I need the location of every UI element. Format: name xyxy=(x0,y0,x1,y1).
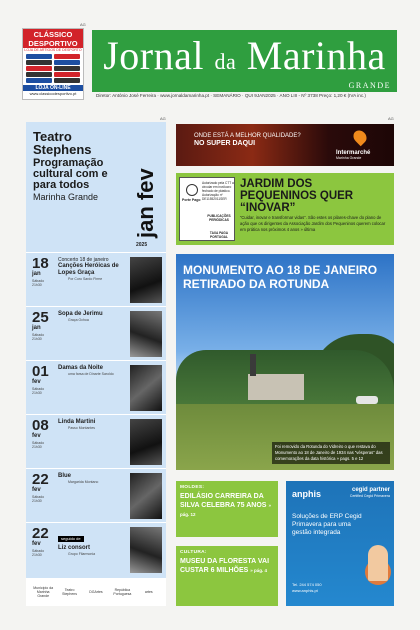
event-photo xyxy=(130,311,162,357)
seguido-badge: seguido de xyxy=(58,536,84,542)
ag-mark: AG xyxy=(160,116,166,121)
story-headline: EDILÁSIO CARREIRA DA SILVA CELEBRA 75 ANOS » pág. 12 xyxy=(180,493,271,517)
monument-plinth xyxy=(248,374,304,400)
intermarche-ad[interactable] xyxy=(176,124,394,166)
anphis-ad[interactable] xyxy=(286,481,394,606)
event-item[interactable]: 22 fev Sábado 21h30 Blue Margarida Montano xyxy=(26,468,166,522)
ad-contact: Tel. 244 574 050 www.anphis.pt xyxy=(292,582,322,593)
newspaper-title: Jornal da Marinha xyxy=(103,33,386,78)
ad-store: LOJA ON-LINE xyxy=(23,85,83,91)
porte-pago-box: Autorizado pela CTT a circular em invólucro fechado de plástico. Autorização nº DE11552011SER Porte Pago PUBLICAÇÕES PERIÓDICAS TAXA PAGA PORTUGAL xyxy=(179,177,235,241)
anphis-logo: anphis xyxy=(292,489,322,499)
article-headline: JARDIM DOS PEQUENINOS QUER “INOVAR” xyxy=(240,178,354,214)
teatro-stephens-ad[interactable] xyxy=(26,122,166,606)
section-kicker: MOLDES: xyxy=(180,485,205,490)
event-item[interactable]: 22 fev Sábado 21h30 seguido de Liz consort Grupo Filarmonia xyxy=(26,522,166,576)
jardim-article[interactable] xyxy=(176,173,394,245)
teatro-heading: Teatro Stephens Programação cultural com e para todos Marinha Grande xyxy=(33,129,108,202)
masthead xyxy=(92,30,397,92)
moldes-story[interactable] xyxy=(176,481,278,537)
event-item[interactable]: 01 fev Sábado 21h30 Damas da Noite uma farsa de Dinarte Saroldo xyxy=(26,360,166,414)
brand-logos xyxy=(23,53,83,84)
ctt-logo-icon xyxy=(186,184,198,196)
event-photo xyxy=(130,473,162,519)
classico-desportivo-ad[interactable] xyxy=(22,28,84,100)
ad-headline: Soluções de ERP Cegid Primavera para uma gestão integrada xyxy=(292,513,362,536)
lead-story[interactable] xyxy=(176,254,394,470)
masthead-grande: GRANDE xyxy=(348,81,391,90)
masthead-info: Diretor: António José Ferreira · www.jornaldamarinha.pt · SEMANÁRIO · QUI 9JAN2025 · ANO LIII - Nº 3738 Preço: 1,20 € (IVA inc.) xyxy=(96,93,366,98)
event-photo xyxy=(130,365,162,411)
ag-mark: AG xyxy=(80,22,86,27)
ad-title: CLÁSSICO DESPORTIVO xyxy=(23,29,83,48)
event-photo xyxy=(130,419,162,465)
ag-mark: AG xyxy=(388,116,394,121)
ad-site: www.classicodesportivo.pt xyxy=(29,91,77,96)
cegid-partner-logo: cegid partner Certified Cegid Primavera xyxy=(349,487,390,498)
person-illustration xyxy=(368,545,388,581)
ad-subtitle: LOJA DE ARTIGOS DE DESPORTO xyxy=(24,48,82,52)
section-kicker: CULTURA: xyxy=(180,550,207,555)
article-summary: “Cuidar, inovar e transformar vidas”. São estes os pilares-chave do plano de ação que os dirigentes da Associação Jardim dos Pequeninos querem colocar em prática nos próximos 4 anos » última xyxy=(240,215,386,232)
event-photo xyxy=(130,527,162,573)
event-item[interactable]: 08 fev Sábado 21h30 Linda Martini Passo Montantes xyxy=(26,414,166,468)
story-headline: MUSEU DA FLORESTA VAI CUSTAR 6 MILHÕES » pág. 4 xyxy=(180,558,270,574)
cultura-story[interactable] xyxy=(176,546,278,606)
event-photo xyxy=(130,257,162,303)
intermarche-logo: Intermarché Marinha Grande xyxy=(336,150,371,160)
event-item[interactable]: 25 jan Sábado 21h30 Sopa de Jerimu Graça Ochoa xyxy=(26,306,166,360)
lead-headline: MONUMENTO AO 18 DE JANEIRO RETIRADO DA ROTUNDA xyxy=(183,263,378,291)
monument-statue xyxy=(250,354,256,376)
lead-caption: Foi removido da Rotunda do Vidreiro o que restava do Monumento ao 18 de Janeiro de 1934 nas “vésperas” das comemorações da data histórica » pags. 5 e 12 xyxy=(272,442,390,464)
event-item[interactable]: 18 jan Sábado 21h30 Concerto 18 de janeiro Canções Heróicas de Lopes Graça Por Coro Sardo Firme xyxy=(26,252,166,306)
ad-tagline: ONDE ESTÁ A MELHOR QUALIDADE? NO SUPER DAQUI xyxy=(194,133,301,147)
season-label: jan fev 2025 xyxy=(133,168,158,248)
sponsor-logos: Município da Marinha Grande Teatro Stephens DGArtes República Portuguesa artes xyxy=(26,578,166,606)
